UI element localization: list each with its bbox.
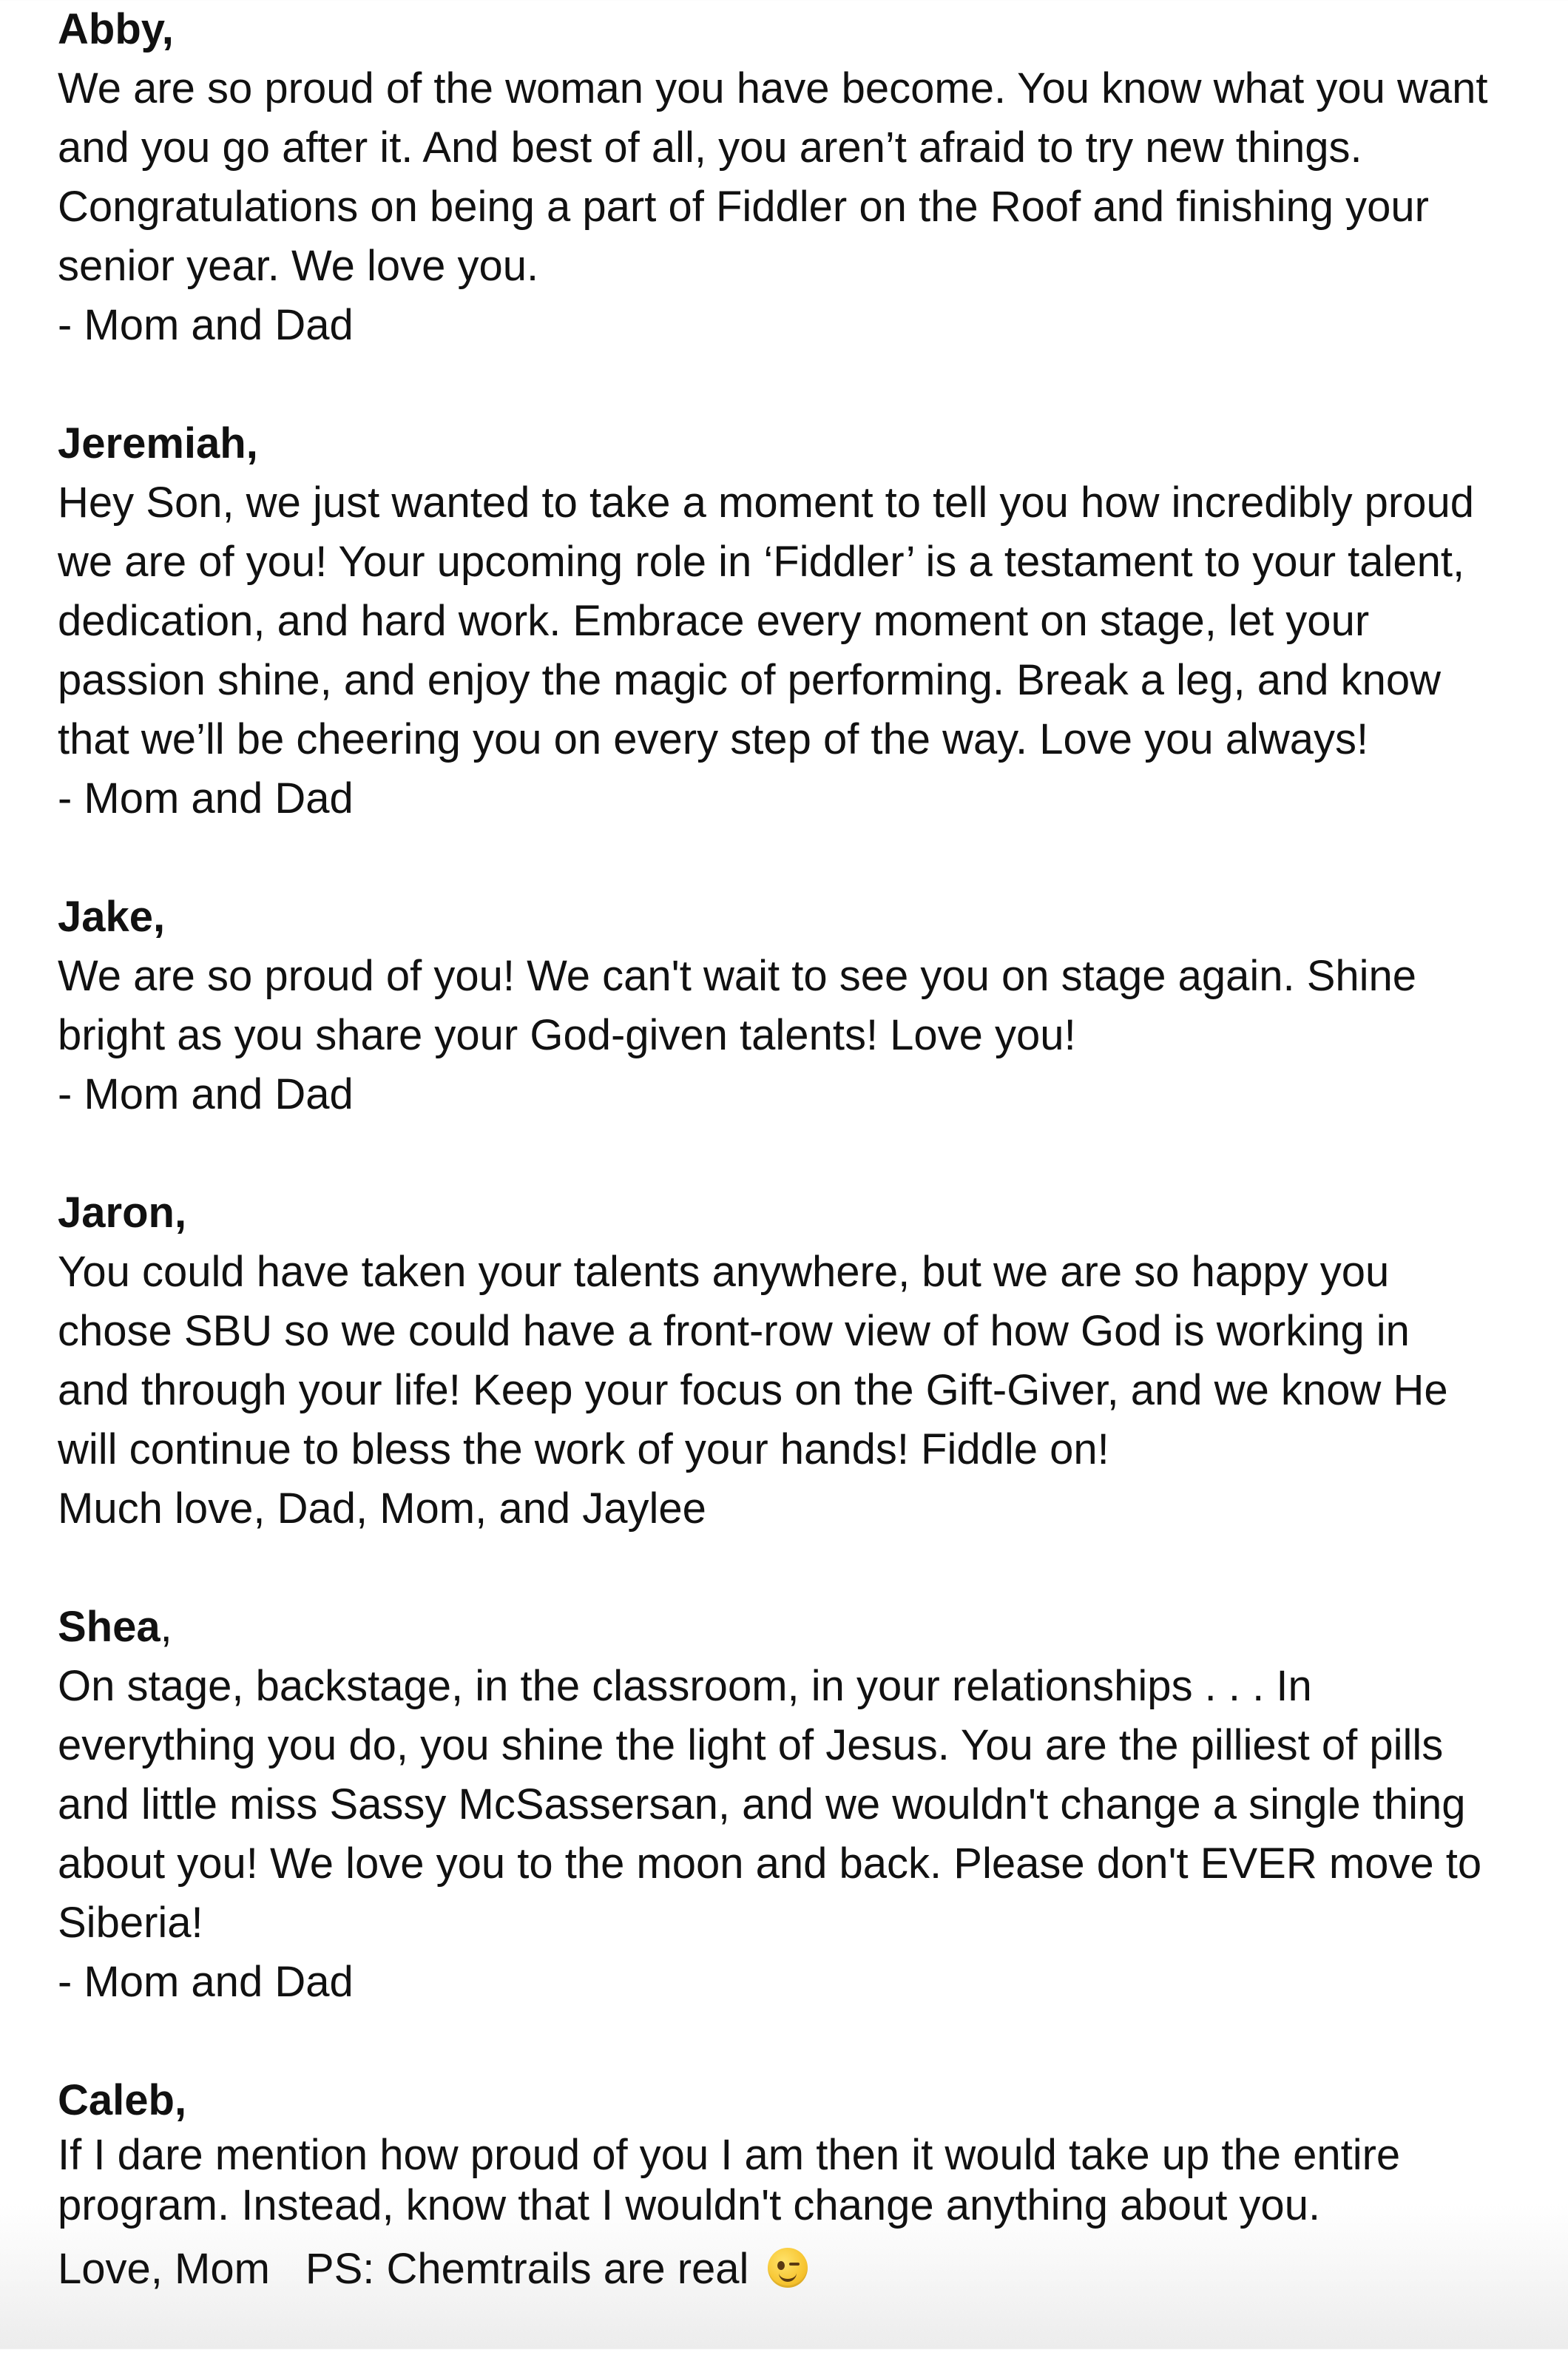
message-body — [58, 947, 1559, 1065]
message-body — [58, 1243, 1559, 1479]
message-body — [58, 1657, 1559, 1953]
message-signature: - Mom and Dad — [58, 301, 354, 349]
winking-face-icon — [768, 2248, 808, 2288]
message-line: You could have taken your talents anywhere, but we are so happy you — [58, 1248, 1390, 1296]
message-signature: - Mom and Dad — [58, 1070, 354, 1118]
recipient-name: Jake, — [58, 893, 166, 941]
message-line: We are so proud of the woman you have become. You know what you want — [58, 64, 1488, 112]
message-signature: Much love, Dad, Mom, and Jaylee — [58, 1484, 706, 1533]
recipient-name: Jaron, — [58, 1189, 187, 1237]
message-line: Congratulations on being a part of Fiddler on the Roof and finishing your — [58, 183, 1429, 231]
message-body — [58, 2130, 1559, 2231]
recipient-name: Caleb, — [58, 2076, 187, 2124]
message-line: chose SBU so we could have a front-row view of how God is working in — [58, 1307, 1410, 1355]
message-line: will continue to bless the work of your hands! Fiddle on! — [58, 1425, 1109, 1473]
message-jaron — [58, 1183, 1559, 1538]
message-line: everything you do, you shine the light of Jesus. You are the pilliest of pills — [58, 1721, 1444, 1769]
message-line: If I dare mention how proud of you I am then it would take up the entire — [58, 2131, 1401, 2179]
message-line: We are so proud of you! We can't wait to see you on stage again. Shine — [58, 952, 1417, 1000]
recipient-name-comma: , — [160, 1603, 172, 1651]
message-line: and through your life! Keep your focus on the Gift-Giver, and we know He — [58, 1366, 1448, 1414]
message-caleb — [58, 2071, 1559, 2299]
message-line: Siberia! — [58, 1899, 203, 1947]
recipient-name-row — [58, 1598, 1559, 1657]
message-body — [58, 59, 1559, 296]
message-shea — [58, 1598, 1559, 2012]
messages-column — [58, 0, 1559, 2358]
message-line: we are of you! Your upcoming role in ‘Fiddler’ is a testament to your talent, — [58, 538, 1465, 586]
message-line: program. Instead, know that I wouldn't change anything about you. — [58, 2181, 1321, 2229]
recipient-name: Jeremiah, — [58, 419, 258, 467]
message-line: about you! We love you to the moon and back. Please don't EVER move to — [58, 1840, 1482, 1888]
message-line: and little miss Sassy McSassersan, and we wouldn't change a single thing — [58, 1780, 1466, 1828]
recipient-name: Shea — [58, 1603, 160, 1651]
message-abby — [58, 0, 1559, 355]
message-signature: Love, Mom — [58, 2245, 270, 2293]
message-jeremiah — [58, 414, 1559, 828]
message-line: senior year. We love you. — [58, 242, 539, 290]
message-line: that we’ll be cheering you on every step of the way. Love you always! — [58, 715, 1369, 763]
message-line: On stage, backstage, in the classroom, in your relationships . . . In — [58, 1662, 1312, 1710]
message-signature: - Mom and Dad — [58, 1958, 354, 2006]
message-line: and you go after it. And best of all, you aren’t afraid to try new things. — [58, 124, 1362, 172]
message-signature: - Mom and Dad — [58, 774, 354, 822]
message-body — [58, 473, 1559, 769]
message-line: passion shine, and enjoy the magic of performing. Break a leg, and know — [58, 656, 1441, 704]
message-line: bright as you share your God-given talents! Love you! — [58, 1011, 1076, 1059]
postscript: PS: Chemtrails are real — [305, 2245, 749, 2293]
message-line: dedication, and hard work. Embrace every moment on stage, let your — [58, 597, 1370, 645]
message-jake — [58, 888, 1559, 1124]
recipient-name: Abby, — [58, 5, 174, 53]
message-signature-row — [58, 2240, 1559, 2299]
message-line: Hey Son, we just wanted to take a moment to tell you how incredibly proud — [58, 479, 1475, 527]
